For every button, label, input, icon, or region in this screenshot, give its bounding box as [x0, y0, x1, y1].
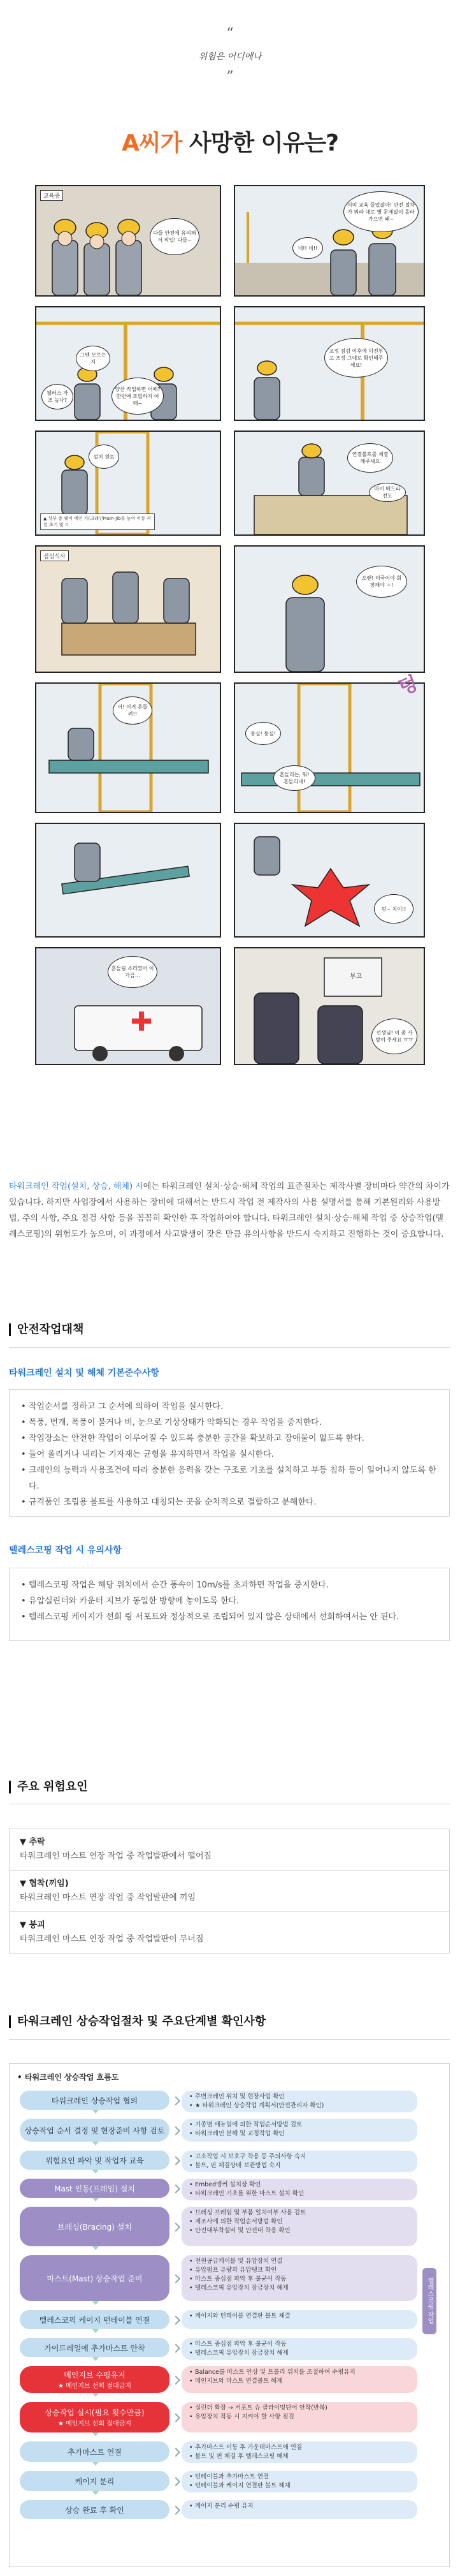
flow-step-details: [182, 2366, 417, 2393]
comic-panel-14: [234, 947, 425, 1065]
speech-bubble: 마이 메드라 전도: [369, 483, 406, 502]
flow-step-label: 브레싱(Bracing) 설치: [57, 2222, 132, 2232]
lunch-illustration: [36, 547, 220, 672]
comic-panel-12: [234, 823, 425, 938]
comic-panel-11: [35, 823, 221, 938]
flow-step-label: 상승작업 순서 결정 및 현장준비 사항 검토: [24, 2126, 165, 2135]
arrow-icon: [171, 2344, 180, 2353]
risk-description: 타워크레인 마스트 연장 작업 중 작업발판에서 떨어짐: [20, 1851, 212, 1861]
down-arrow-icon: [92, 2142, 99, 2145]
arrow-icon: [171, 2126, 180, 2135]
speech-bubble: 오랜! 미국이야 회장해야 ㅅ!: [356, 566, 407, 598]
arrow-icon: [171, 2506, 180, 2515]
comic-panel-5: [35, 431, 221, 536]
falling-illustration: [235, 684, 424, 812]
list-item: • 폭풍, 번개, 폭풍이 불거나 비, 눈으로 기상상태가 악화되는 경우 작업을 중지한다.: [21, 1415, 438, 1431]
speech-bubble: 설치 원료: [89, 445, 119, 469]
arrow-icon: [171, 2477, 180, 2486]
speech-bubble: 흔들림 소리였어 이 가끔…: [108, 956, 157, 988]
comic-panel-13: [35, 947, 221, 1065]
panel-caption: ▲ 상부 층 웨이 메인 가(크레인Main-Jib를 높여 이동 작업 초기 및 ㅁ: [40, 513, 155, 530]
flow-step-label: 가이드레일에 추가마스트 안착: [44, 2343, 145, 2353]
telescoping-list: [21, 1577, 438, 1625]
flow-step-label: 케이지 분리: [75, 2477, 115, 2486]
flow-detail-line: • 실린더 확장 → 서포트 슈 클라이밍단어 안착(반복): [189, 2404, 410, 2413]
down-arrow-icon: [92, 2432, 99, 2436]
flow-step-label: 마스트(Mast) 상승작업 준비: [47, 2274, 143, 2283]
flow-step-label: Mast 인동(프레임) 설치: [54, 2184, 135, 2193]
risk-box: [9, 1829, 450, 1954]
section-heading: 주요 위험요인: [9, 1781, 450, 1793]
divider: [9, 2039, 450, 2040]
risk-item: [10, 1871, 449, 1912]
memorial-sign: 부고: [350, 973, 363, 980]
down-arrow-icon: [92, 2462, 99, 2466]
arrow-icon: [171, 2274, 180, 2283]
flow-detail-line: • 추가마스트 이동 후 가운데마스트에 연결: [189, 2443, 410, 2452]
flow-detail-line: • 케이지 분리 수평 유지: [189, 2502, 410, 2511]
flow-detail-line: • 타워크레인 분해 및 교정작업 확인: [189, 2130, 410, 2138]
collapse-illustration: [36, 824, 220, 936]
section-flow: [9, 2015, 450, 2028]
flow-detail-line: • 주변크레인 위치 및 현장사업 확인: [189, 2093, 410, 2101]
down-arrow-icon: [92, 2198, 99, 2202]
speech-bubble: 교정 점검 이후에 이전부 고 조정 그대로 확인해주세요!: [324, 338, 388, 378]
speech-bubble: 흔들리는, 뭐! 흔들리네!: [273, 765, 315, 791]
flow-detail-line: • 브레싱 프레임 및 부품 일치여부 사용 검토: [189, 2209, 410, 2218]
risk-title: ▼ 추락: [20, 1837, 45, 1847]
flow-step-label: 타워크레인 상승작업 협의: [51, 2096, 138, 2105]
flow-detail-line: • 볼트 및 핀 체결 후 텔레스코핑 해체: [189, 2452, 410, 2461]
flow-step-details: [182, 2500, 417, 2519]
title-accent: A씨가: [121, 130, 182, 156]
rules-box: [9, 1389, 450, 1517]
risk-item: [10, 1829, 449, 1871]
panel-tag: 교육중: [40, 190, 63, 201]
close-quote-mark: ”: [226, 69, 234, 85]
flow-step-label: 위험요인 파악 및 작업자 교육: [45, 2156, 144, 2165]
speech-bubble: 네!! 네!!: [292, 237, 323, 259]
speech-bubble: 어! 이거 흔들려!!: [113, 696, 152, 725]
down-arrow-icon: [92, 2170, 99, 2174]
flow-step-label: 상승작업 실시(필요 횟수만큼): [45, 2408, 145, 2417]
risk-title: ▼ 붕괴: [20, 1920, 45, 1930]
intro-paragraph: [9, 1179, 450, 1242]
comic-panel-7: [35, 545, 221, 673]
speech-bubble: 펑~ 치이!!: [374, 894, 413, 924]
flow-step-warning: ★ 메인지브 선회 절대금지: [57, 2420, 132, 2427]
flow-chart: [9, 2063, 450, 2567]
section-heading: 타워크레인 상승작업절차 및 주요단계별 확인사항: [9, 2015, 450, 2028]
speech-bubble: 웰러스 가조 높나?: [41, 384, 73, 409]
flow-detail-line: • 고소작업 시 보호구 착용 등 주의사항 숙지: [189, 2153, 410, 2161]
flow-step-label: 메인지브 수평유지: [64, 2371, 126, 2380]
flow-detail-line: • 턴테이블과 추가마스트 연결: [189, 2473, 410, 2482]
flow-step-label: 추가마스트 연결: [68, 2447, 122, 2457]
flow-step: [20, 2310, 169, 2329]
flow-step-details: [182, 2402, 417, 2432]
arrow-icon: [171, 2413, 180, 2422]
flow-detail-line: • 안전대부착설비 및 안전대 착용 확인: [189, 2226, 410, 2235]
flow-step-details: [182, 2151, 417, 2172]
subsection-heading: 텔레스코핑 작업 시 유의사항: [9, 1545, 122, 1556]
down-arrow-icon: [92, 2329, 99, 2333]
comic-panel-8: [234, 545, 425, 673]
arrow-icon: [171, 2156, 180, 2165]
flow-step-label: 텔레스코픽 케이지 턴테이블 연결: [39, 2315, 150, 2325]
flow-step: [20, 2402, 169, 2432]
list-item: • 유압실린더와 카운터 지브가 동일한 방향에 놓이도록 한다.: [21, 1593, 438, 1609]
flow-detail-line: • 마스트 중심점 파악 후 불균이 작동: [189, 2275, 410, 2284]
intro-highlight: 타워크레인 작업(설치, 상승, 해체) 시: [9, 1182, 143, 1191]
comic-panel-9: [35, 682, 221, 813]
list-item: • 규격품인 조립용 볼트를 사용하고 대칭되는 곳을 순차적으로 결합하고 분해한다.: [21, 1494, 438, 1510]
flow-step-details: [182, 2338, 417, 2360]
speech-bubble: 양산 작업하면 어때? 한번에 조립하지 어때~: [111, 378, 164, 415]
flow-detail-line: • Balance를 마스트 안상 및 트롤리 위치를 조절하여 수평유지: [189, 2368, 410, 2377]
comic-panel-4: [234, 306, 425, 421]
flow-step: [20, 2091, 169, 2110]
flow-step-warning: ★ 메인지브 선회 절대금지: [57, 2383, 132, 2390]
speech-bubble: 둥실! 둥실!: [245, 722, 281, 745]
flow-step: [20, 2338, 169, 2357]
side-tag: 텔레스코핑 작업: [422, 2268, 436, 2334]
list-item: • 텔레스코핑 작업은 해당 위치에서 순간 풍속이 10m/s를 초과하면 작업을 중지한다.: [21, 1577, 438, 1593]
flow-step-details: [182, 2471, 417, 2492]
divider: [9, 1347, 450, 1348]
flow-detail-line: • 볼트, 핀 체결상태 보관방법 숙지: [189, 2161, 410, 2170]
comic-panel-1: [35, 185, 221, 297]
arrow-icon: [171, 2184, 180, 2193]
flow-step-details: [182, 2179, 417, 2200]
flow-step: [20, 2151, 169, 2170]
rules-list: [21, 1399, 438, 1510]
header-subtitle: 위험은 어디에나: [198, 52, 262, 62]
list-item: • 작업순서를 정하고 그 순서에 의하여 작업을 실시한다.: [21, 1399, 438, 1415]
panel-tag: 점심식사: [40, 550, 69, 561]
worker-illustration: [235, 547, 424, 672]
open-quote-mark: “: [226, 26, 234, 41]
flow-step: [20, 2441, 169, 2462]
down-arrow-icon: [92, 2110, 99, 2114]
down-arrow-icon: [92, 2357, 99, 2361]
flow-label: • 타워크레인 상승작업 흐름도: [17, 2073, 119, 2082]
flow-detail-line: • 타워크레인 기초를 위한 마스트 설치 확인: [189, 2190, 410, 2198]
section-heading: 안전작업대책: [9, 1323, 450, 1336]
flow-detail-line: • 마스트 중심점 파악 후 불균이 작동: [189, 2340, 410, 2349]
risk-item: [10, 1912, 449, 1953]
list-item: • 크레인의 능력과 사용조건에 따라 충분한 응력을 갖는 구조로 기초를 설치하고 부등 침하 등이 일어나지 않도록 한다.: [21, 1462, 438, 1494]
flow-detail-line: • Embed앵커 설치상 확인: [189, 2181, 410, 2190]
speech-bubble: 이미 교육 들었잖아! 안전 절차가 뭐라 대로 별 문제없이 올라가으면 돼~: [343, 191, 419, 232]
speech-bubble: 연결볼트를 체결해주세요: [347, 443, 393, 473]
speech-bubble: 그땐 모르는 지: [76, 346, 110, 371]
flow-detail-line: • 텔레스코픽 유압장치 잠금장치 해제: [189, 2349, 410, 2358]
comic-panel-2: [234, 185, 425, 297]
flow-step-details: [182, 2207, 417, 2246]
arrow-icon: [171, 2096, 180, 2105]
section-safety: [9, 1323, 450, 1336]
risk-description: 타워크레인 마스트 연장 작업 중 작업발판에 끼임: [20, 1893, 196, 1903]
down-arrow-icon: [92, 2393, 99, 2397]
flow-step: [20, 2179, 169, 2198]
sound-effect: 텅: [396, 672, 421, 700]
comic-panel-6: [234, 431, 425, 536]
flow-detail-line: • 턴테이블과 케이지 연결판 볼트 해체: [189, 2482, 410, 2491]
down-arrow-icon: [92, 2491, 99, 2495]
flow-step-details: [182, 2310, 417, 2329]
flow-step-label: 상승 완료 후 확인: [65, 2505, 124, 2515]
flow-step: [20, 2366, 169, 2393]
flow-detail-line: • 메인지브와 마스트 연결볼트 해제: [189, 2377, 410, 2386]
flow-step-details: [182, 2255, 417, 2301]
intro-text: 에는 타워크레인 설치·상승·해체 작업의 표준절차는 제작사별 장비마다 약간의 차이가 있습니다. 하지만 사업장에서 사용하는 장비에 대해서는 반드시 작업 전 제작사의 사용 설명서를 통해 기본원리와 사용방법, 주의 사항, 주요 점검 사항 등을 꼼꼼히 확인한 후 작업하여야 합니다. 타워크레인 설치·상승·해체 작업 중 상승작업(텔레스코핑)의 위험도가 높으며, 이 과정에서 사고발생이 잦은 만큼 유의사항을 반드시 숙지하고 진행하는 것이 중요합니다.: [9, 1182, 450, 1239]
flow-detail-line: • 케이지와 턴테이블 연결판 볼트 체결: [189, 2312, 410, 2321]
telescoping-box: [9, 1568, 450, 1641]
flow-step-details: [182, 2091, 417, 2112]
list-item: • 작업장소는 안전한 작업이 이루어질 수 있도록 충분한 공간을 확보하고 장애물이 없도록 한다.: [21, 1431, 438, 1446]
list-item: • 들어 올리거나 내리는 기자재는 균형을 유지하면서 작업을 실시한다.: [21, 1446, 438, 1462]
flow-detail-line: • ★ 타워크레인 상승작업 계획서(안전관리자 확인): [189, 2101, 410, 2110]
flow-step: [20, 2255, 169, 2301]
arrow-icon: [171, 2376, 180, 2385]
flow-step-details: [182, 2119, 417, 2142]
title-rest: 사망한 이유는?: [182, 130, 339, 156]
flow-detail-line: • 유압펌프 유량과 유압탱크 확인: [189, 2266, 410, 2275]
comic-strip: [35, 185, 425, 1148]
arrow-icon: [171, 2223, 180, 2232]
flow-step: [20, 2471, 169, 2491]
flow-detail-line: • 텔레스코픽 유압장치 잠금장치 해제: [189, 2284, 410, 2293]
flow-detail-line: • 유압장치 작동 시 지켜야 할 사항 점검: [189, 2413, 410, 2422]
flow-step-details: [182, 2441, 417, 2463]
page-title: [0, 125, 460, 158]
risk-description: 타워크레인 마스트 연장 작업 중 작업발판이 무너짐: [20, 1934, 204, 1944]
flow-detail-line: • 기종별 매뉴얼에 의한 작업순서방법 검토: [189, 2121, 410, 2130]
down-arrow-icon: [92, 2246, 99, 2250]
flow-step: [20, 2119, 169, 2142]
speech-bubble: 선생님! 이 좀 사람이 주세요 ㅠㅠ: [371, 1019, 417, 1054]
speech-bubble: 다들 안전에 유의해서 작업! 다들~: [150, 218, 199, 255]
list-item: • 텔레스코핑 케이지가 선회 링 서포트와 정상적으로 조립되어 있지 않은 상태에서 선회하여서는 안 된다.: [21, 1609, 438, 1625]
arrow-icon: [171, 2448, 180, 2457]
down-arrow-icon: [92, 2301, 99, 2305]
risk-title: ▼ 협착(끼임): [20, 1879, 69, 1888]
flow-detail-line: • 제조사에 의한 작업순서방법 확인: [189, 2218, 410, 2226]
arrow-icon: [171, 2316, 180, 2325]
flow-detail-line: • 전원공급케이블 및 유압장치 연결: [189, 2257, 410, 2266]
comic-panel-3: [35, 306, 221, 421]
comic-panel-10: [234, 682, 425, 813]
section-risks: [9, 1781, 450, 1793]
subsection-heading: 타워크레인 설치 및 해체 기본준수사항: [9, 1368, 159, 1378]
flow-step: [20, 2500, 169, 2519]
flow-step: [20, 2207, 169, 2246]
